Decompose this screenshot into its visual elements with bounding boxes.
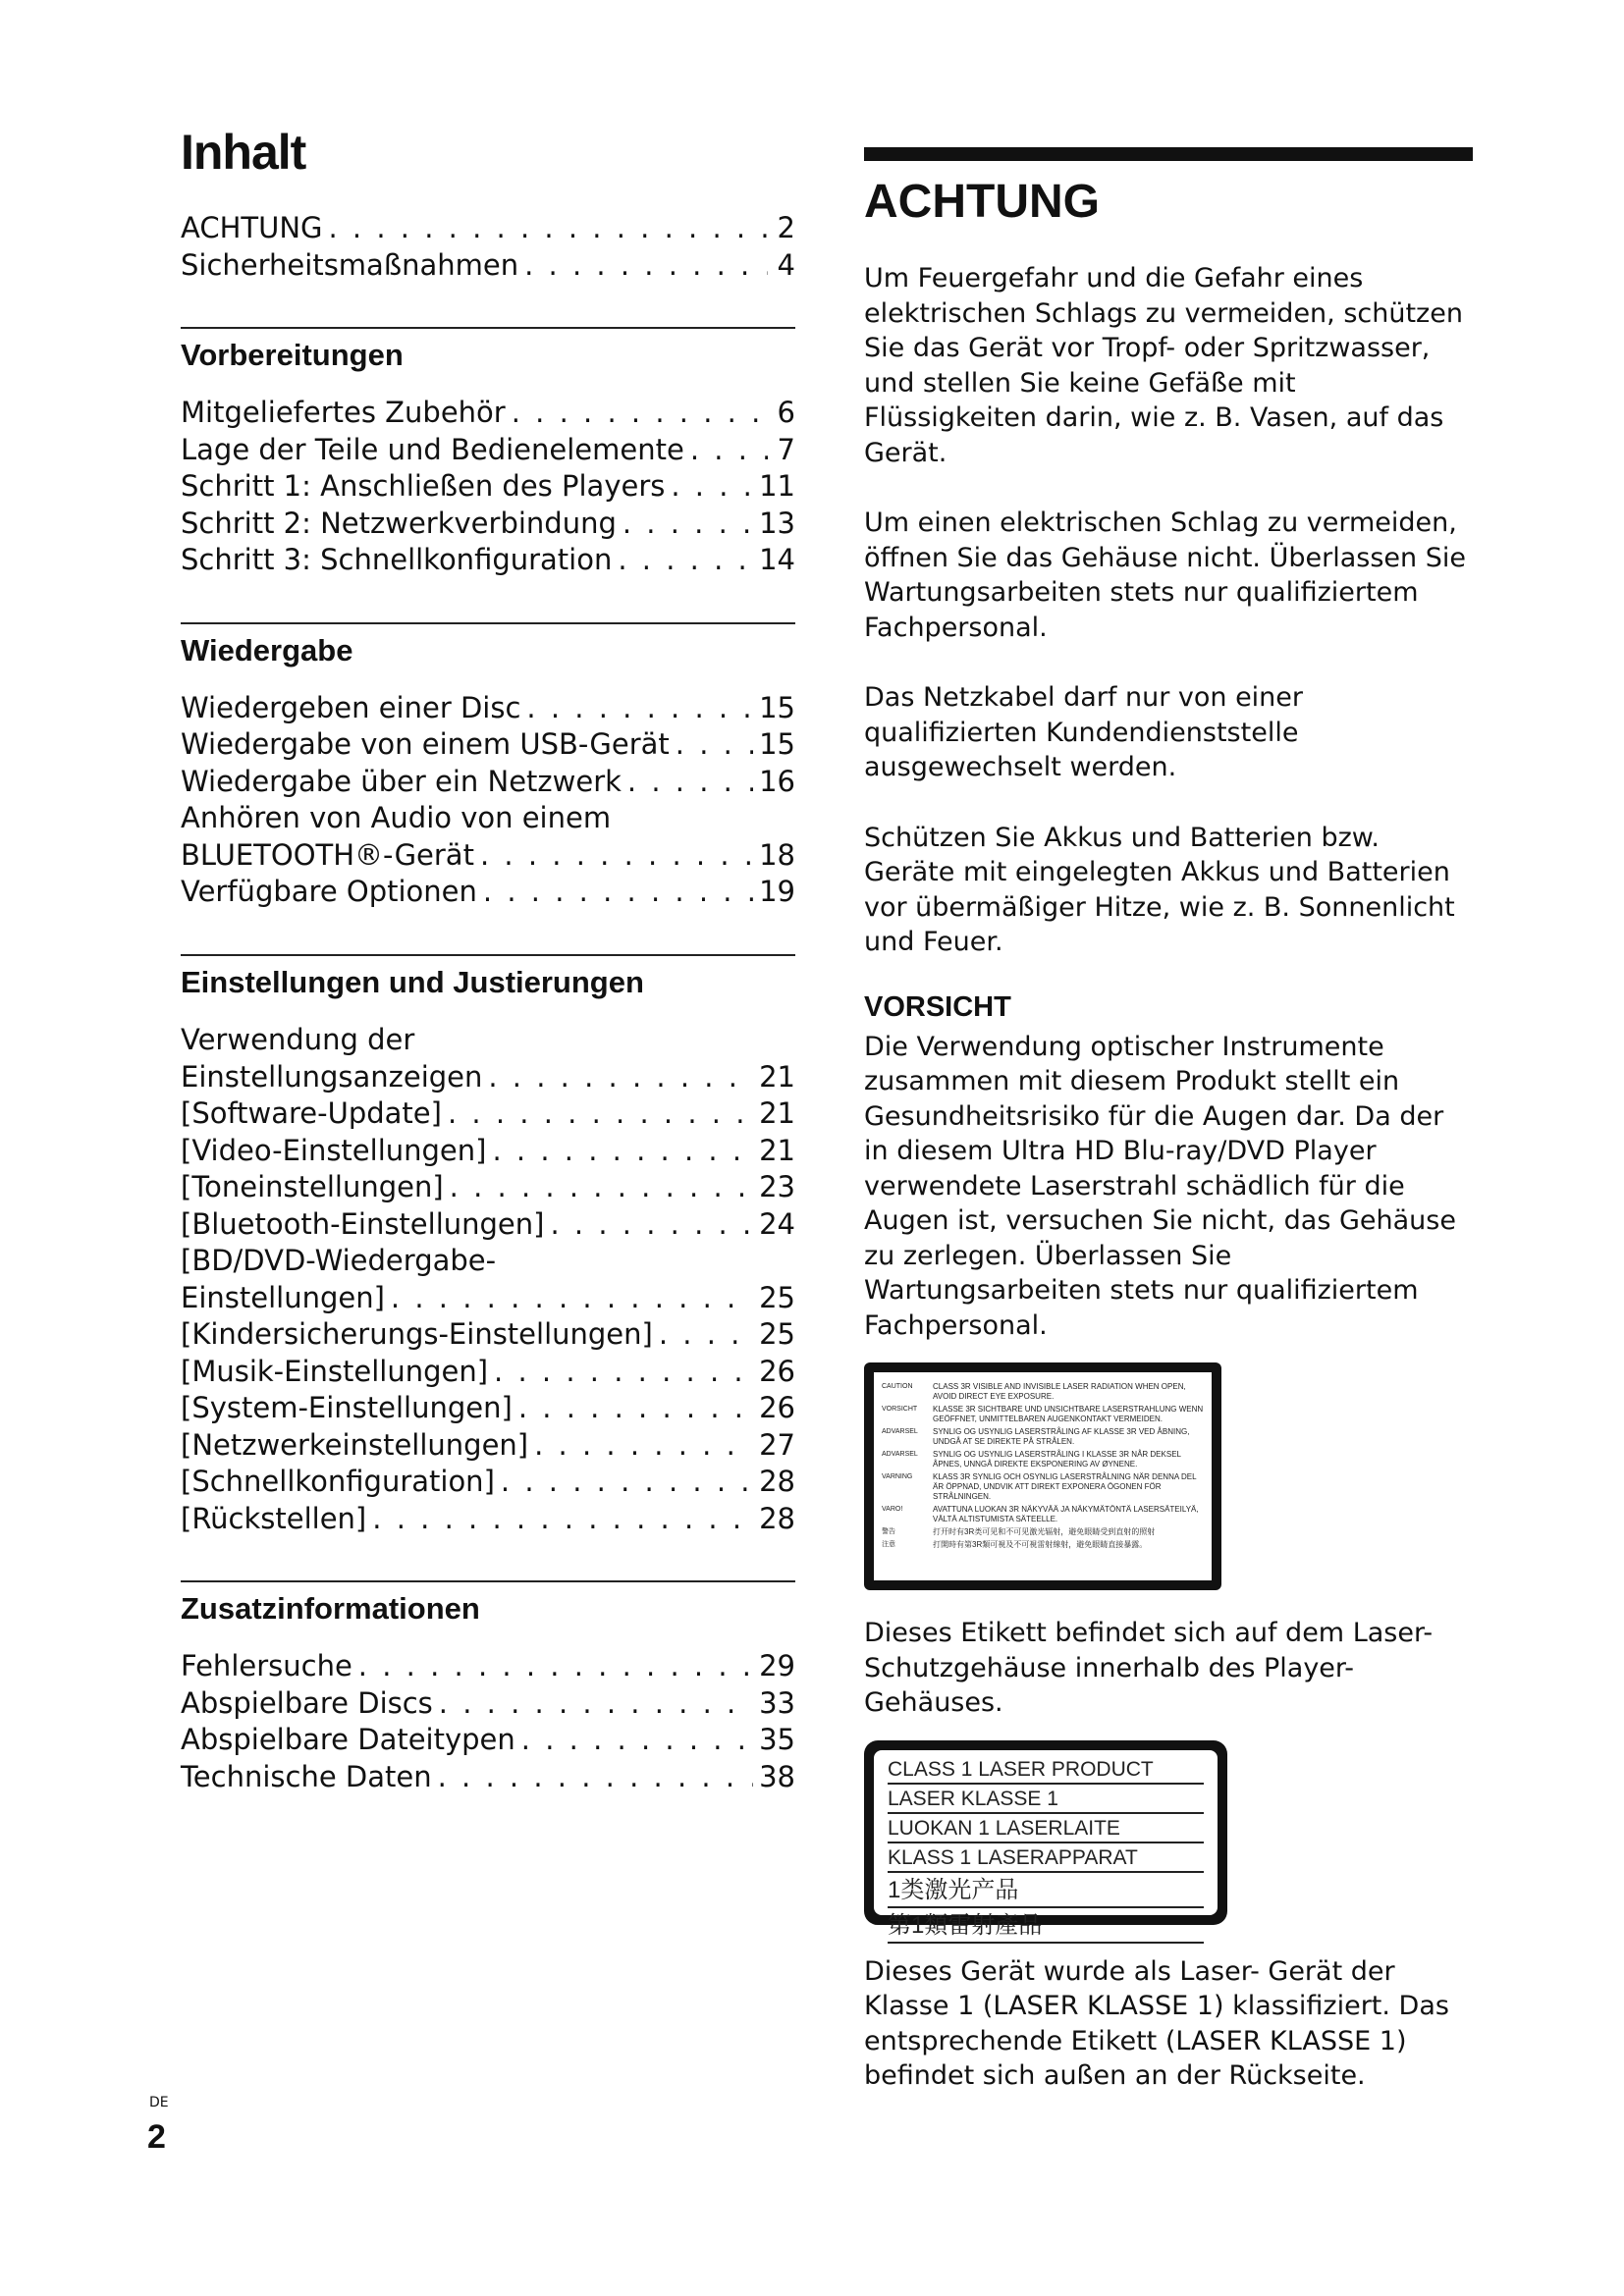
caution-label-row [882,1472,1204,1502]
toc-entry [181,395,795,432]
toc-leader-dots [488,1059,753,1096]
toc-entry-title: Einstellungsanzeigen [181,1059,483,1094]
section-divider [181,1580,795,1582]
class-label-line: LUOKAN 1 LASERLAITE [888,1817,1204,1843]
toc-entry-line: Anhören von Audio von einem [181,801,612,835]
toc-page-number: 14 [759,543,795,577]
toc-section [181,327,795,579]
caution-label-row [882,1450,1204,1469]
toc-leader-dots [501,1464,753,1501]
toc-entry [181,1464,795,1501]
toc-leader-dots [358,1648,753,1685]
caution-label-row [882,1405,1204,1424]
toc-entry-title: [Software-Update] [181,1096,442,1131]
toc-leader-dots [448,1095,753,1133]
toc-entry-title: Abspielbare Discs [181,1685,433,1720]
toc-entry [181,1759,795,1796]
toc-leader-dots [550,1206,753,1244]
toc-entry-title: Verfügbare Optionen [181,875,477,909]
toc-leader-dots [521,1722,753,1759]
toc-entry-title: [Bluetooth-Einstellungen] [181,1206,545,1241]
toc-entry [181,1059,795,1096]
toc-page-number: 2 [777,211,795,244]
vorsicht-paragraph: Die Verwendung optischer Instrumente zusammen mit diesem Produkt stellt ein Gesundheitsrisiko für die Augen dar. Da der in diesem Ultra HD Blu-ray/DVD Player verwendete Laserstrahl schädlich für die Augen ist, versuchen Sie nicht, das Gehäuse zu zerlegen. Überlassen Sie Wartungsarbeiten stets nur qualifiziertem Fachpersonal. [864,1031,1456,1341]
toc-page-number: 26 [759,1391,795,1425]
section-divider [181,327,795,329]
toc-leader-dots [480,837,753,875]
toc-leader-dots [512,395,768,432]
section-heading: Vorbereitungen [181,338,404,372]
caution-label-row [882,1427,1204,1447]
toc-page-number: 11 [759,469,795,504]
toc-entry [181,542,795,579]
caution-label-tag: CAUTION [882,1383,913,1390]
toc-entry [181,1133,795,1170]
toc-page-number: 28 [759,1465,795,1499]
toc-leader-dots [372,1501,753,1538]
class-label-line: KLASS 1 LASERAPPARAT [888,1846,1204,1873]
toc-page-number: 15 [759,727,795,762]
toc-entry [181,210,795,247]
toc-leader-dots [526,690,753,727]
class-label-line: 1类激光产品 [888,1876,1204,1908]
class1-laser-label [864,1740,1227,1939]
toc-page-number: 4 [777,247,795,282]
toc-page-number: 25 [759,1280,795,1314]
toc-leader-dots [438,1759,754,1796]
toc-entry [181,1390,795,1427]
toc-leader-dots [439,1685,753,1723]
caution-label-text: KLASSE 3R SICHTBARE UND UNSICHTBARE LASERSTRAHLUNG WENN GEÖFFNET, UNMITTELBAREN AUGENKONTAKT VERMEIDEN. [933,1405,1204,1423]
caution-label-text: 打开时有3R类可见和不可见激光辐射，避免眼睛受到直射的照射 [933,1527,1156,1536]
toc-entry [181,764,795,801]
toc-leader-dots [676,726,753,764]
toc-entry-title: Sicherheitsmaßnahmen [181,247,519,282]
toc-title: Inhalt [181,125,306,180]
warning-paragraph: Um Feuergefahr und die Gefahr eines elektrischen Schlags zu vermeiden, schützen Sie das Gerät vor Tropf- oder Spritzwasser, und stellen Sie keine Gefäße mit Flüssigkeiten darin, wie z. B. Vasen, auf das Gerät. [864,263,1463,468]
toc-entry [181,247,795,285]
toc-entry [181,1722,795,1759]
toc-entry [181,1427,795,1465]
table-of-contents [181,125,795,1795]
toc-entry [181,468,795,506]
section-divider [181,622,795,624]
toc-entry-title: Fehlersuche [181,1649,352,1683]
toc-leader-dots [627,764,753,801]
toc-entry-title: [Musik-Einstellungen] [181,1354,489,1388]
toc-page-number: 19 [759,875,795,909]
toc-page-number: 29 [759,1649,795,1683]
toc-entry-title: Schritt 3: Schnellkonfiguration [181,543,613,577]
toc-leader-dots [450,1169,753,1206]
section-divider [181,954,795,956]
footer-page-number: 2 [147,2118,166,2156]
toc-page-number: 18 [759,837,795,872]
toc-page-number: 21 [759,1059,795,1094]
toc-page-number: 25 [759,1317,795,1352]
toc-entry [181,1095,795,1133]
class-label-line: 第1類雷射產品 [888,1911,1204,1944]
toc-page-number: 38 [759,1759,795,1793]
toc-page-number: 24 [759,1206,795,1241]
caution-label-text: AVATTUNA LUOKAN 3R NÄKYVÄÄ JA NÄKYMÄTÖNTÄ LASERSÄTEILYÄ, VÄLTÄ ALTISTUMISTA SÄTEELLE. [933,1505,1199,1523]
toc-leader-dots [483,874,753,911]
achtung-title: ACHTUNG [864,176,1100,228]
toc-entry [181,1316,795,1354]
toc-section [181,954,795,1537]
toc-entry [181,726,795,764]
section-heading: Einstellungen und Justierungen [181,964,644,999]
toc-entry-title: ACHTUNG [181,211,323,244]
toc-page-number: 23 [759,1170,795,1204]
toc-page-number: 16 [759,764,795,798]
toc-entry-title: [System-Einstellungen] [181,1391,513,1425]
caution-label-text: KLASS 3R SYNLIG OCH OSYNLIG LASERSTRÅLNING NÄR DENNA DEL ÄR ÖPPNAD, UNDVIK ATT DIREKT EXPONERA ÖGONEN FÖR STRÅLNINGEN. [933,1472,1197,1501]
section-heading: Wiedergabe [181,632,353,667]
toc-entry [181,506,795,543]
toc-page-number: 28 [759,1501,795,1535]
toc-entry-title: [Video-Einstellungen] [181,1133,487,1167]
caution-label-tag: VARO! [882,1506,903,1513]
toc-leader-dots [671,468,753,506]
toc-entry [181,837,795,875]
toc-page-number: 35 [759,1723,795,1757]
toc-leader-dots [623,506,753,543]
toc-page-number: 13 [759,506,795,540]
toc-entry [181,432,795,469]
toc-entry-title: [Toneinstellungen] [181,1170,444,1204]
footer-language: DE [149,2095,169,2110]
caution-laser-label [864,1362,1221,1590]
class-caption: Dieses Gerät wurde als Laser- Gerät der Klasse 1 (LASER KLASSE 1) klassifiziert. Das entsprechende Etikett (LASER KLASSE 1) befindet sich außen an der Rückseite. [864,1955,1449,2091]
toc-leader-dots [329,210,769,247]
toc-entry-title: Technische Daten [181,1759,432,1793]
toc-entry-title: [Schnellkonfiguration] [181,1465,495,1499]
toc-entry [181,874,795,911]
toc-section [181,1580,795,1795]
caution-label-text: CLASS 3R VISIBLE AND INVISIBLE LASER RADIATION WHEN OPEN, AVOID DIRECT EYE EXPOSURE. [933,1382,1186,1401]
caution-label-row [882,1505,1204,1524]
toc-entry [181,1169,795,1206]
toc-entry-line: Verwendung der [181,1023,415,1057]
toc-page-number: 6 [777,396,795,430]
toc-entry [181,1685,795,1723]
toc-page-number: 33 [759,1685,795,1720]
toc-page-number: 26 [759,1354,795,1388]
section-heading: Zusatzinformationen [181,1591,480,1627]
toc-entry-title: Schritt 1: Anschließen des Players [181,469,666,504]
caution-label-row [882,1527,1204,1537]
toc-leader-dots [534,1427,753,1465]
toc-entry [181,1354,795,1391]
toc-entry-title: [Kindersicherungs-Einstellungen] [181,1317,653,1352]
toc-section [181,622,795,911]
toc-entry [181,1501,795,1538]
toc-entry [181,690,795,727]
achtung-column [864,147,1473,2129]
header-bar [864,147,1473,161]
toc-leader-dots [524,247,768,285]
caution-label-text: 打開時有第3R類可視及不可視雷射線射，避免眼睛直接暴露。 [933,1540,1148,1549]
toc-page-number: 7 [777,432,795,466]
toc-entry-title: [Rückstellen] [181,1501,367,1535]
caution-label-row [882,1540,1204,1550]
toc-page-number: 27 [759,1427,795,1462]
toc-entry-title: Lage der Teile und Bedienelemente [181,432,684,466]
class-label-line: CLASS 1 LASER PRODUCT [888,1758,1204,1785]
label-caption: Dieses Etikett befindet sich auf dem Laser-Schutzgehäuse innerhalb des Player-Gehäuses. [864,1618,1434,1718]
toc-leader-dots [492,1133,753,1170]
toc-entry-title: [Netzwerkeinstellungen] [181,1427,529,1462]
toc-entry [181,1206,795,1244]
caution-label-tag: 注意 [882,1541,895,1548]
toc-intro [181,210,795,284]
toc-entry [181,1648,795,1685]
caution-label-tag: ADVARSEL [882,1451,918,1458]
toc-sections [181,327,795,1795]
toc-entry-line: [BD/DVD-Wiedergabe- [181,1244,497,1278]
caution-label-row [882,1382,1204,1402]
toc-entry-title: Wiedergabe über ein Netzwerk [181,764,622,798]
toc-leader-dots [391,1280,753,1317]
toc-leader-dots [518,1390,753,1427]
toc-leader-dots [618,542,753,579]
toc-leader-dots [494,1354,753,1391]
caution-label-tag: 警告 [882,1528,895,1535]
toc-entry-title: Mitgeliefertes Zubehör [181,396,506,430]
class-label-line: LASER KLASSE 1 [888,1788,1204,1814]
toc-entry-title: Einstellungen] [181,1280,385,1314]
caution-label-tag: VARNING [882,1473,913,1480]
toc-page-number: 21 [759,1133,795,1167]
warning-paragraph: Schützen Sie Akkus und Batterien bzw. Geräte mit eingelegten Akkus und Batterien vor übermäßiger Hitze, wie z. B. Sonnenlicht und Feuer. [864,822,1455,957]
caution-label-tag: VORSICHT [882,1406,918,1413]
toc-entry [181,1280,795,1317]
warning-paragraph: Um einen elektrischen Schlag zu vermeiden, öffnen Sie das Gehäuse nicht. Überlassen Sie Wartungsarbeiten stets nur qualifiziertem Fachpersonal. [864,507,1466,643]
vorsicht-heading: VORSICHT [864,990,1011,1023]
caution-label-text: SYNLIG OG USYNLIG LASERSTRÅLING I KLASSE 3R NÅR DEKSEL ÅPNES, UNNGÅ DIREKTE EKSPONERING AV ØYNENE. [933,1450,1181,1468]
toc-entry-title: Schritt 2: Netzwerkverbindung [181,506,617,540]
toc-entry-title: Abspielbare Dateitypen [181,1723,515,1757]
toc-page-number: 15 [759,690,795,724]
toc-page-number: 21 [759,1096,795,1131]
warning-paragraph: Das Netzkabel darf nur von einer qualifizierten Kundendienststelle ausgewechselt werden. [864,682,1304,782]
caution-label-text: SYNLIG OG USYNLIG LASERSTRÅLING AF KLASSE 3R VED ÅBNING, UNDGÅ AT SE DIREKTE PÅ STRÅLEN. [933,1427,1190,1446]
toc-entry-title: Wiedergeben einer Disc [181,690,521,724]
caution-label-tag: ADVARSEL [882,1428,918,1435]
toc-leader-dots [690,432,768,469]
toc-leader-dots [659,1316,753,1354]
toc-entry-title: Wiedergabe von einem USB-Gerät [181,727,670,762]
toc-entry-title: BLUETOOTH®-Gerät [181,837,474,872]
